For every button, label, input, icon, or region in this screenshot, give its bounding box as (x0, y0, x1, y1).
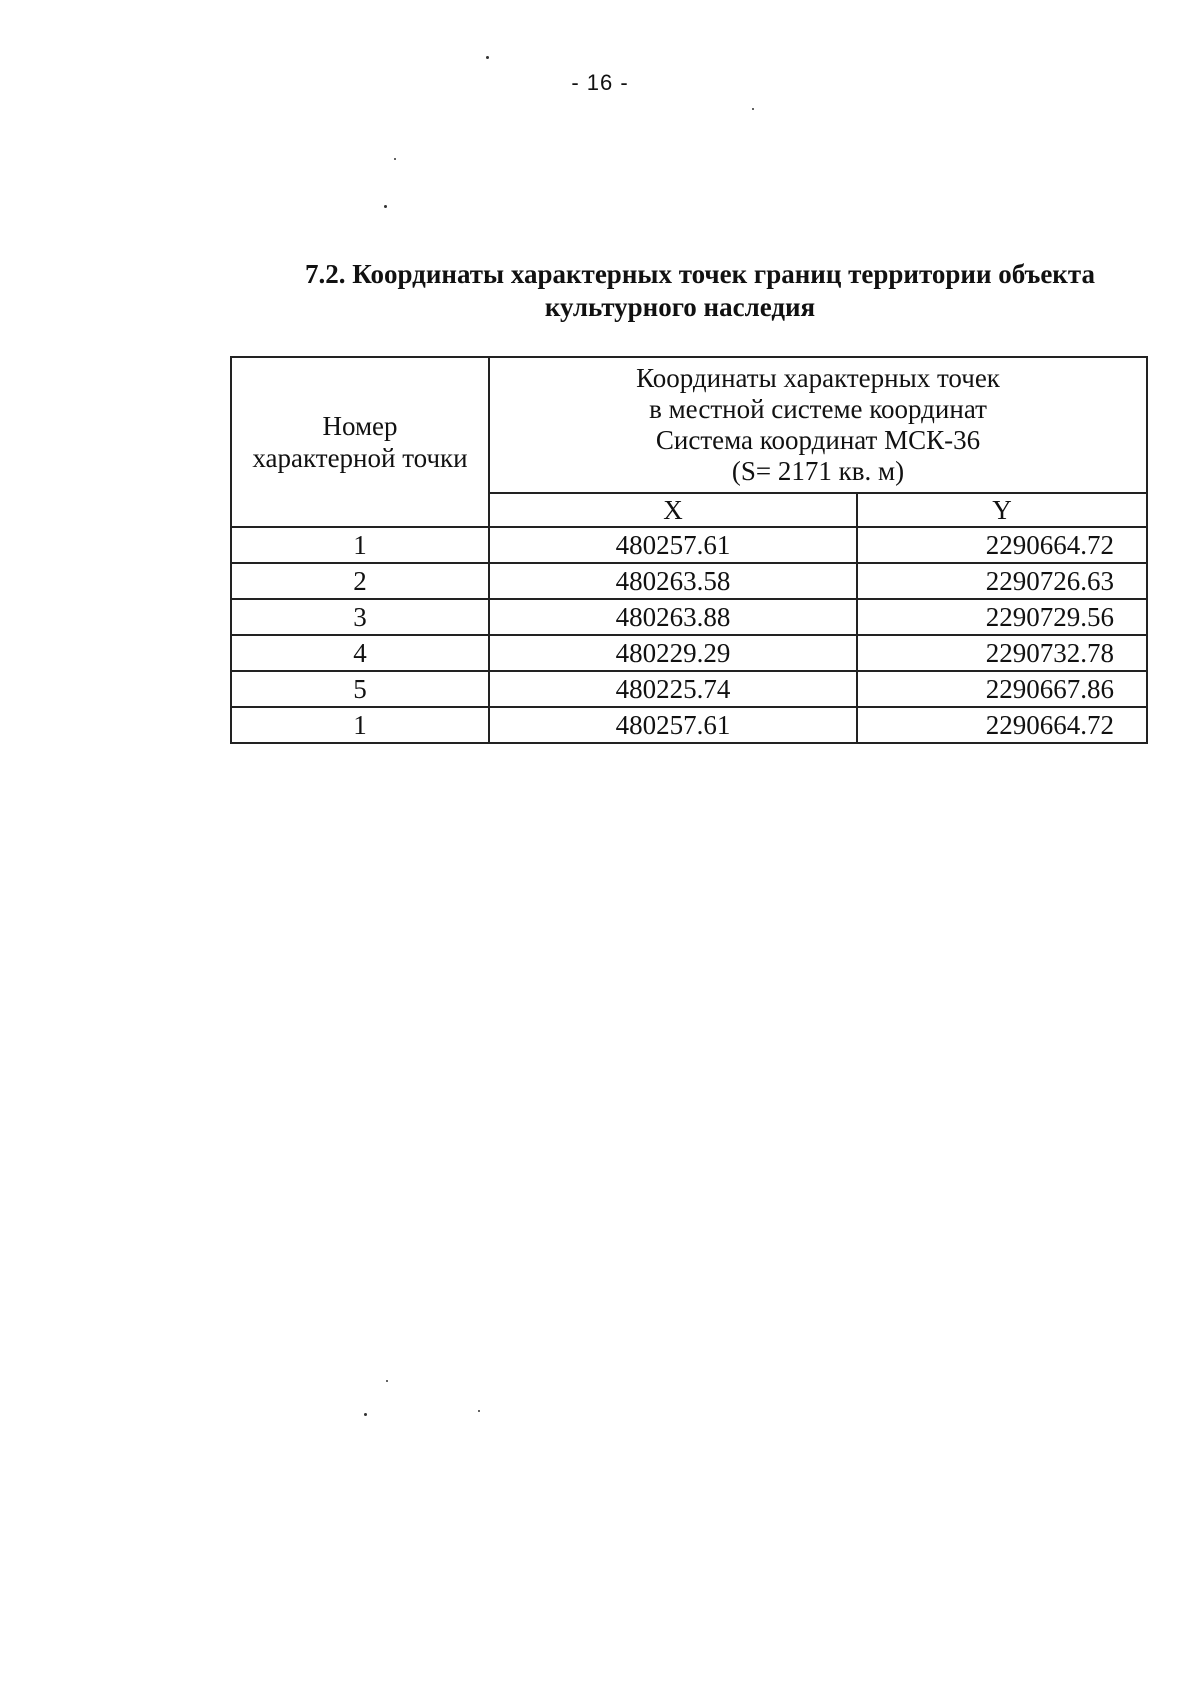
x-coordinate-cell: 480263.88 (489, 599, 857, 635)
point-number-cell: 2 (231, 563, 489, 599)
coordinates-header-line-2: в местной системе координат (649, 394, 987, 424)
point-number-header-line-2: характерной точки (252, 443, 468, 473)
point-number-header-line-1: Номер (322, 411, 398, 441)
coordinates-header (489, 357, 1147, 493)
scan-speck (752, 108, 754, 110)
coordinates-table (230, 356, 1148, 744)
page-number: - 16 - (571, 70, 629, 95)
scan-speck (364, 1413, 367, 1416)
y-column-header: Y (857, 493, 1147, 527)
x-coordinate-cell: 480257.61 (489, 527, 857, 563)
x-coordinate-cell: 480263.58 (489, 563, 857, 599)
x-coordinate-cell: 480225.74 (489, 671, 857, 707)
y-coordinate-cell: 2290732.78 (857, 635, 1147, 671)
point-number-cell: 3 (231, 599, 489, 635)
scan-speck (386, 1380, 388, 1382)
point-number-cell: 4 (231, 635, 489, 671)
point-number-cell: 5 (231, 671, 489, 707)
y-coordinate-cell: 2290664.72 (857, 527, 1147, 563)
coordinates-header-line-3: Система координат МСК-36 (655, 425, 981, 455)
x-coordinate-cell: 480257.61 (489, 707, 857, 743)
table-row (231, 671, 1147, 707)
x-coordinate-cell: 480229.29 (489, 635, 857, 671)
scan-speck (394, 158, 396, 160)
section-title (220, 258, 1180, 324)
y-coordinate-cell: 2290729.56 (857, 599, 1147, 635)
y-coordinate-cell: 2290667.86 (857, 671, 1147, 707)
point-number-cell: 1 (231, 527, 489, 563)
section-title-line-2: культурного наследия (544, 292, 816, 322)
table-row (231, 599, 1147, 635)
scan-speck (486, 56, 489, 59)
table-row (231, 563, 1147, 599)
section-title-line-1: 7.2. Координаты характерных точек границ территории объекта (305, 259, 1095, 289)
table-row (231, 635, 1147, 671)
coordinates-header-line-1: Координаты характерных точек (636, 363, 1000, 393)
scan-speck (384, 205, 387, 208)
table-header-row (231, 357, 1147, 493)
coordinates-header-line-4: (S= 2171 кв. м) (731, 456, 905, 486)
point-number-header (231, 357, 489, 527)
point-number-cell: 1 (231, 707, 489, 743)
table-row (231, 527, 1147, 563)
scan-speck (478, 1410, 480, 1412)
x-column-header: X (489, 493, 857, 527)
y-coordinate-cell: 2290664.72 (857, 707, 1147, 743)
y-coordinate-cell: 2290726.63 (857, 563, 1147, 599)
table-row (231, 707, 1147, 743)
